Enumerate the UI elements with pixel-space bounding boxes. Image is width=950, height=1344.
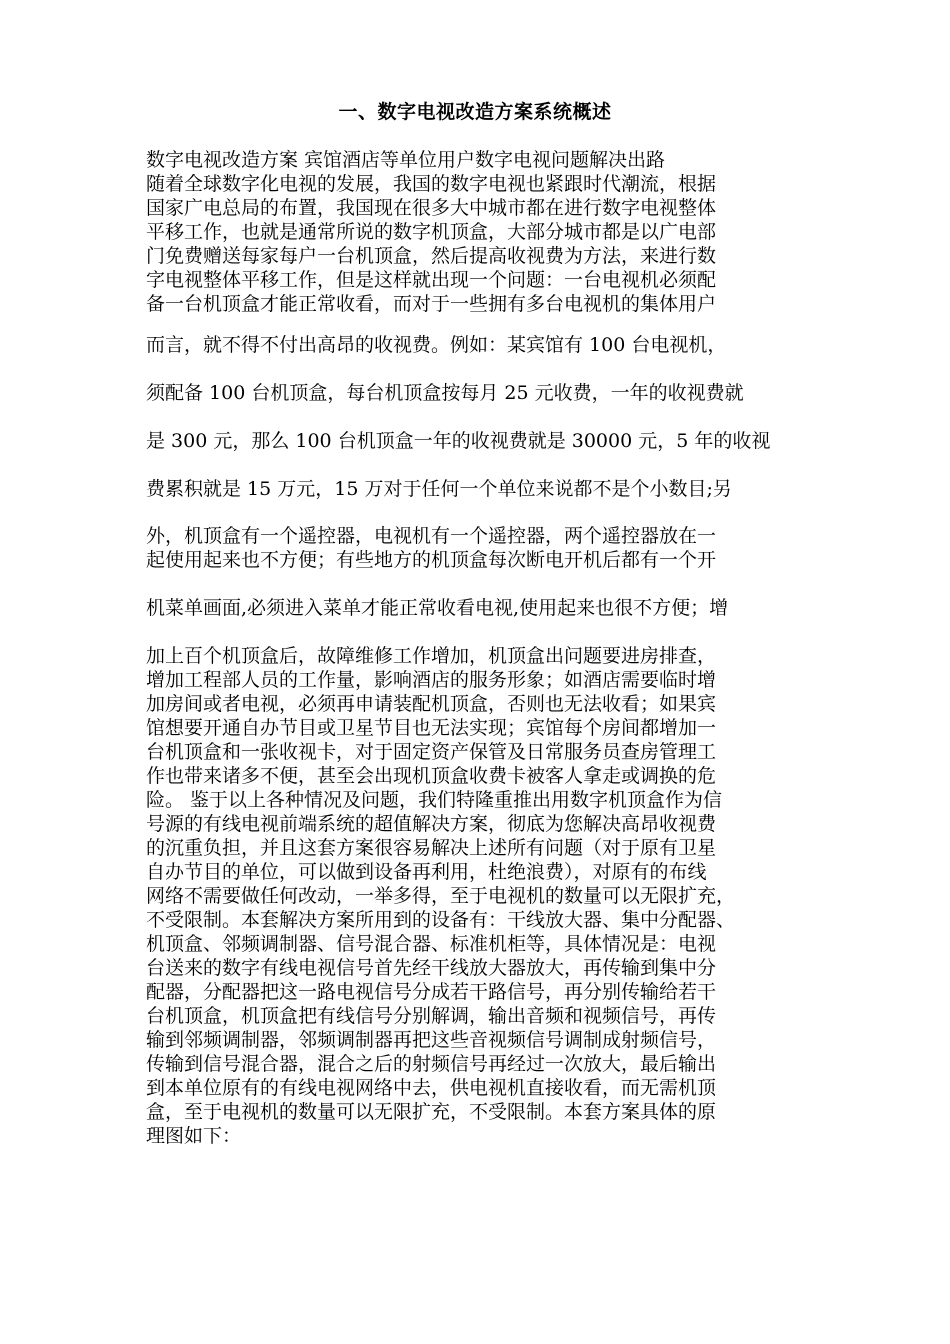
- text-line: 加上百个机顶盒后，故障维修工作增加，机顶盒出问题要进房排查，: [146, 645, 717, 667]
- text-line: 理图如下：: [146, 1125, 242, 1147]
- text-line: 门免费赠送每家每户一台机顶盒，然后提高收视费为方法，来进行数: [146, 245, 717, 267]
- text-line: 作也带来诸多不便，甚至会出现机顶盒收费卡被客人拿走或调换的危: [146, 765, 717, 787]
- text-line: 数字电视改造方案 宾馆酒店等单位用户数字电视问题解决出路: [146, 149, 666, 171]
- blank-line: [146, 572, 806, 596]
- text-line: 台机顶盒和一张收视卡，对于固定资产保管及日常服务员查房管理工: [146, 741, 717, 763]
- text-line: 平移工作，也就是通常所说的数字机顶盒，大部分城市都是以广电部: [146, 221, 717, 243]
- text-line: 备一台机顶盒才能正常收看，而对于一些拥有多台电视机的集体用户: [146, 293, 717, 315]
- text-line: 而言，就不得不付出高昂的收视费。例如：某宾馆有 100 台电视机，: [146, 334, 727, 356]
- text-line: 到本单位原有的有线电视网络中去，供电视机直接收看，而无需机顶: [146, 1077, 717, 1099]
- text-line: 台送来的数字有线电视信号首先经干线放大器放大，再传输到集中分: [146, 957, 717, 979]
- text-line: 字电视整体平移工作，但是这样就出现一个问题：一台电视机必须配: [146, 269, 717, 291]
- text-line: 随着全球数字化电视的发展，我国的数字电视也紧跟时代潮流，根据: [146, 173, 717, 195]
- text-line: 盒，至于电视机的数量可以无限扩充，不受限制。本套方案具体的原: [146, 1101, 717, 1123]
- text-line: 加房间或者电视，必须再申请装配机顶盒，否则也无法收看；如果宾: [146, 693, 717, 715]
- blank-line: [146, 620, 806, 644]
- text-line: 费累积就是 15 万元，15 万对于任何一个单位来说都不是个小数目;另: [146, 478, 732, 500]
- text-line: 网络不需要做任何改动，一举多得，至于电视机的数量可以无限扩充，: [146, 885, 736, 907]
- text-line: 不受限制。本套解决方案所用到的设备有：干线放大器、集中分配器、: [146, 909, 736, 931]
- text-line: 的沉重负担，并且这套方案很容易解决上述所有问题（对于原有卫星: [146, 837, 717, 859]
- text-line: 配器，分配器把这一路电视信号分成若干路信号，再分别传输给若干: [146, 981, 717, 1003]
- text-line: 机菜单画面,必须进入菜单才能正常收看电视,使用起来也很不方便；增: [146, 597, 729, 619]
- paragraph-block-1: [146, 148, 806, 316]
- text-line: 国家广电总局的布置，我国现在很多大中城市都在进行数字电视整体: [146, 197, 717, 219]
- text-line: 传输到信号混合器，混合之后的射频信号再经过一次放大，最后输出: [146, 1053, 717, 1075]
- text-line: 机顶盒、邻频调制器、信号混合器、标准机柜等，具体情况是：电视: [146, 933, 717, 955]
- text-line: 起使用起来也不方便；有些地方的机顶盒每次断电开机后都有一个开: [146, 549, 717, 571]
- section-title: 一、数字电视改造方案系统概述: [338, 101, 612, 123]
- text-line: 须配备 100 台机顶盒，每台机顶盒按每月 25 元收费，一年的收视费就: [146, 382, 744, 404]
- text-line: 外，机顶盒有一个遥控器，电视机有一个遥控器，两个遥控器放在一: [146, 525, 717, 547]
- paragraph-block-3: [146, 524, 806, 1148]
- text-line: 台机顶盒，机顶盒把有线信号分别解调，输出音频和视频信号，再传: [146, 1005, 717, 1027]
- text-line: 是 300 元，那么 100 台机顶盒一年的收视费就是 30000 元，5 年的收视: [146, 430, 771, 452]
- paragraph-block-2: [146, 331, 806, 523]
- text-line: 自办节目的单位，可以做到设备再利用，杜绝浪费），对原有的布线: [146, 861, 707, 883]
- text-line: 险。 鉴于以上各种情况及问题，我们特隆重推出用数字机顶盒作为信: [146, 789, 723, 811]
- text-line: 号源的有线电视前端系统的超值解决方案，彻底为您解决高昂收视费: [146, 813, 717, 835]
- text-line: 馆想要开通自办节目或卫星节目也无法实现；宾馆每个房间都增加一: [146, 717, 717, 739]
- text-line: 增加工程部人员的工作量，影响酒店的服务形象；如酒店需要临时增: [146, 669, 717, 691]
- text-line: 输到邻频调制器，邻频调制器再把这些音视频信号调制成射频信号，: [146, 1029, 717, 1051]
